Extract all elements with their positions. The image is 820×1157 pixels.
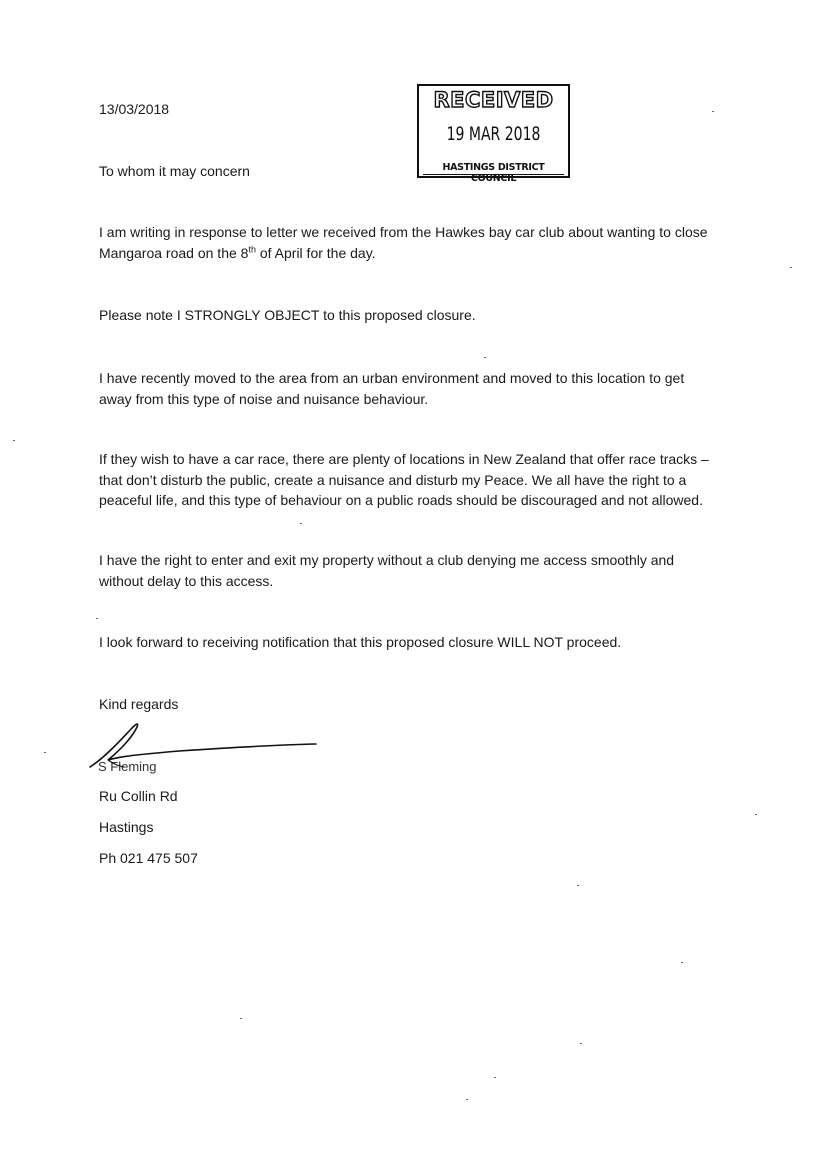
paragraph-1-text-b: of April for the day. xyxy=(255,244,376,261)
scan-speck xyxy=(681,962,683,963)
paragraph-1 xyxy=(99,222,719,263)
scan-speck xyxy=(580,1043,582,1044)
stamp-council: HASTINGS DISTRICT COUNCIL xyxy=(442,162,545,184)
closing: Kind regards xyxy=(99,696,179,712)
scan-speck xyxy=(712,111,714,112)
scan-speck xyxy=(484,357,486,358)
scan-speck xyxy=(240,1018,242,1019)
scan-speck xyxy=(755,814,757,815)
scan-speck xyxy=(96,618,98,619)
paragraph-2: Please note I STRONGLY OBJECT to this proposed closure. xyxy=(99,307,476,323)
phone-number: Ph 021 475 507 xyxy=(99,850,198,866)
signature-scrawl xyxy=(84,718,324,778)
stamp-underline xyxy=(423,174,564,175)
paragraph-3: I have recently moved to the area from an urban environment and moved to this location to get away from this type of noise and nuisance behaviour. xyxy=(99,370,685,407)
paragraph-4: If they wish to have a car race, there are plenty of locations in New Zealand that offer race tracks – that don’t disturb the public, create a nuisance and disturb my Peace. We all have the right to a peaceful life, and this type of behaviour on a public roads should be discouraged and not allowed. xyxy=(99,451,709,508)
scan-speck xyxy=(790,267,792,268)
paragraph-6: I look forward to receiving notification that this proposed closure WILL NOT proceed. xyxy=(99,634,622,650)
stamp-title: RECEIVED xyxy=(433,88,554,112)
paragraph-5: I have the right to enter and exit my property without a club denying me access smoothly and without delay to this access. xyxy=(99,552,675,589)
ordinal-suffix: th xyxy=(248,243,256,254)
salutation: To whom it may concern xyxy=(99,163,250,179)
scan-speck xyxy=(466,1099,468,1100)
scan-speck xyxy=(577,885,579,886)
paragraph-1-text-a: I am writing in response to letter we received from the Hawkes bay car club about wanting to close Mangaroa road on the 8 xyxy=(99,224,708,261)
address-line: Ru Collin Rd xyxy=(99,788,178,804)
scan-speck xyxy=(494,1077,496,1078)
scan-speck xyxy=(44,752,46,753)
signer-name: S Fleming xyxy=(98,759,157,774)
scan-speck xyxy=(13,440,15,441)
city: Hastings xyxy=(99,819,154,835)
scan-speck xyxy=(300,523,302,524)
received-stamp xyxy=(417,84,570,184)
stamp-date: 19 MAR 2018 xyxy=(446,123,541,145)
letter-date: 13/03/2018 xyxy=(99,101,170,117)
